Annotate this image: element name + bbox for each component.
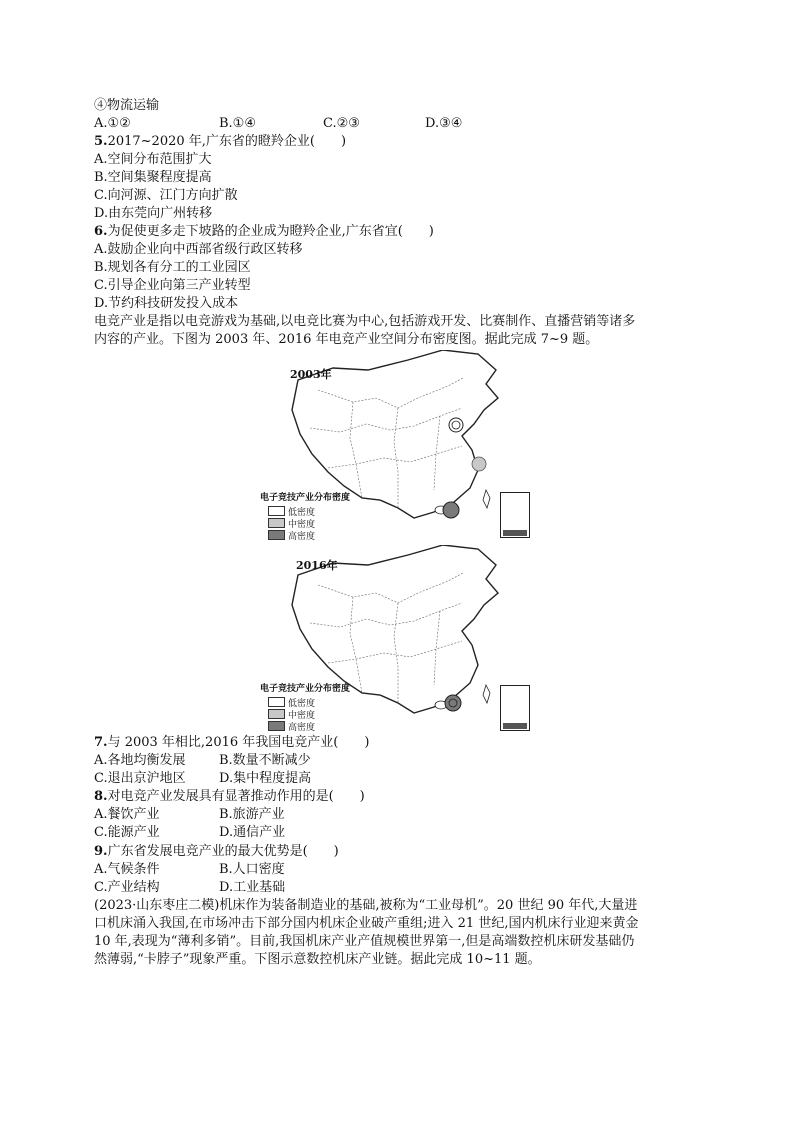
q9-stem-text: 广东省发展电竞产业的最大优势是( ): [107, 844, 339, 859]
q6-number: 6.: [94, 224, 108, 239]
q8-stem-text: 对电竞产业发展具有显著推动作用的是( ): [107, 789, 365, 804]
q9-option-a[interactable]: A.气候条件: [94, 862, 160, 877]
q8-option-a[interactable]: A.餐饮产业: [94, 807, 160, 822]
legend-low-label: 低密度: [288, 507, 316, 518]
map-2016-year-label: 2016年: [296, 559, 338, 572]
legend-swatch-mid-2016: [268, 709, 285, 719]
legend-swatch-high-2016: [268, 721, 285, 731]
q7-option-c[interactable]: C.退出京沪地区: [94, 771, 186, 786]
q7-stem-text: 与 2003 年相比,2016 年我国电竞产业( ): [107, 735, 370, 750]
q6-stem-text: 为促使更多走下坡路的企业成为瞪羚企业,广东省宜( ): [107, 224, 434, 239]
q5-stem: [94, 133, 346, 151]
q7-option-b[interactable]: B.数量不断减少: [219, 753, 311, 768]
legend-swatch-mid: [268, 518, 285, 528]
esports-intro-line-1: 电竞产业是指以电竞游戏为基础,以电竞比赛为中心,包括游戏开发、比赛制作、直播营销等诸多: [94, 314, 636, 329]
q4-item-4: ④物流运输: [94, 98, 160, 113]
q6-option-d[interactable]: D.节约科技研发投入成本: [94, 296, 239, 311]
legend-title-2016: 电子竞技产业分布密度: [260, 684, 351, 694]
legend-high-label: 高密度: [288, 531, 316, 542]
beijing-marker: [449, 418, 463, 432]
q4-option-b[interactable]: B.①④: [219, 116, 256, 131]
legend-mid-label-2016: 中密度: [288, 710, 316, 721]
q4-option-d[interactable]: D.③④: [425, 116, 463, 131]
q9-stem: [94, 843, 339, 861]
legend-high-label-2016: 高密度: [288, 722, 316, 733]
q9-option-b[interactable]: B.人口密度: [219, 862, 285, 877]
q8-option-c[interactable]: C.能源产业: [94, 825, 160, 840]
shanghai-marker: [472, 457, 486, 471]
machine-intro-line-2: 口机床涌入我国,在市场冲击下部分国内机床企业破产重组;进入 21 世纪,国内机床行业迎来黄金: [94, 916, 639, 931]
q7-stem: [94, 734, 369, 752]
map-2016-legend: [260, 681, 350, 732]
q5-option-d[interactable]: D.由东莞向广州转移: [94, 206, 213, 221]
q5-option-c[interactable]: C.向河源、江门方向扩散: [94, 188, 238, 203]
legend-swatch-high: [268, 530, 285, 540]
legend-swatch-low: [268, 506, 285, 516]
q4-option-a[interactable]: A.①②: [94, 116, 131, 131]
q9-option-c[interactable]: C.产业结构: [94, 880, 160, 895]
q6-option-b[interactable]: B.规划各有分工的工业园区: [94, 260, 251, 275]
q7-number: 7.: [94, 735, 108, 750]
q7-option-d[interactable]: D.集中程度提高: [219, 771, 312, 786]
q6-stem: [94, 223, 434, 241]
guangdong-marker-2016: [445, 695, 461, 711]
machine-intro-line-3: 10 年,表现为“薄利多销”。目前,我国机床产业产值规模世界第一,但是高端数控机床研发基础仍: [94, 934, 635, 949]
q4-option-c[interactable]: C.②③: [323, 116, 360, 131]
map-2003-year-label: 2003年: [290, 368, 332, 381]
south-china-sea-inset: [500, 492, 530, 538]
esports-intro-line-2: 内容的产业。下图为 2003 年、2016 年电竞产业空间分布密度图。据此完成 7~9 题。: [94, 332, 599, 347]
q9-number: 9.: [94, 844, 108, 859]
legend-low-label-2016: 低密度: [288, 698, 316, 709]
map-2003: [258, 350, 538, 546]
map-2016: [258, 545, 538, 741]
map-2003-legend: [260, 490, 350, 541]
q6-option-c[interactable]: C.引导企业向第三产业转型: [94, 278, 251, 293]
legend-title: 电子竞技产业分布密度: [260, 493, 351, 503]
legend-mid-label: 中密度: [288, 519, 316, 530]
q5-option-b[interactable]: B.空间集聚程度提高: [94, 170, 212, 185]
q8-option-d[interactable]: D.通信产业: [219, 825, 286, 840]
guangdong-marker: [443, 502, 459, 518]
machine-intro-line-4: 然薄弱,“卡脖子”现象严重。下图示意数控机床产业链。据此完成 10~11 题。: [94, 952, 541, 967]
q9-option-d[interactable]: D.工业基础: [219, 880, 286, 895]
south-china-sea-inset-2016: [500, 685, 530, 731]
q8-option-b[interactable]: B.旅游产业: [219, 807, 285, 822]
q7-option-a[interactable]: A.各地均衡发展: [94, 753, 186, 768]
legend-swatch-low-2016: [268, 697, 285, 707]
q5-option-a[interactable]: A.空间分布范围扩大: [94, 152, 212, 167]
q5-number: 5.: [94, 134, 108, 149]
q5-stem-text: 2017~2020 年,广东省的瞪羚企业( ): [107, 134, 347, 149]
q6-option-a[interactable]: A.鼓励企业向中西部省级行政区转移: [94, 242, 303, 257]
q8-number: 8.: [94, 789, 108, 804]
q8-stem: [94, 788, 365, 806]
machine-intro-line-1: (2023·山东枣庄二模)机床作为装备制造业的基础,被称为“工业母机”。20 世纪 90 年代,大量进: [94, 898, 638, 913]
